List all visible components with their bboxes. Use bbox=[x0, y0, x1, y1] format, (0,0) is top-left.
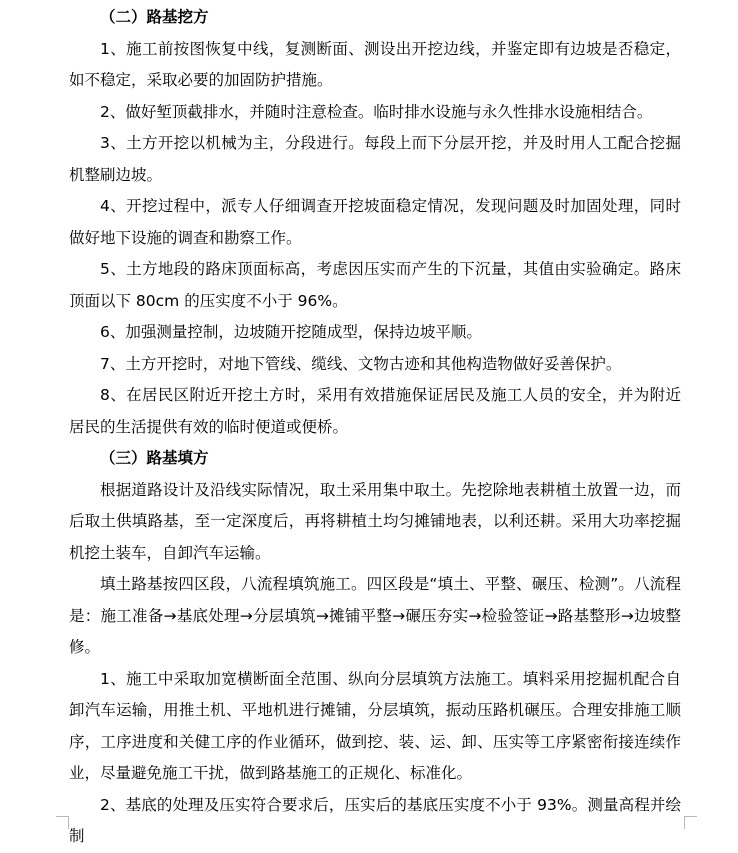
section-heading-excavation: （二）路基挖方 bbox=[100, 8, 209, 26]
paragraph: 6、加强测量控制，边坡随开挖随成型，保持边坡平顺。 bbox=[100, 323, 482, 341]
paragraph: 1、施工中采取加宽横断面全范围、纵向分层填筑方法施工。填料采用挖掘机配合自卸汽车运输，用推土机、平地机进行摊铺，分层填筑，振动压路机碾压。合理安排施工顺序，工序进度和关健工序的作业循环，做到挖、装、运、卸、压实等工序紧密衔接连续作业，尽量避免施工干扰，做到路基施工的正规化、标准化。 bbox=[69, 669, 681, 782]
paragraph: 根据道路设计及沿线实际情况，取土采用集中取土。先挖除地表耕植土放置一边，而后取土供填路基，至一定深度后，再将耕植土均匀摊铺地表，以利还耕。采用大功率挖掘机挖土装车，自卸汽车运输。 bbox=[69, 480, 681, 562]
paragraph: 2、做好堑顶截排水，并随时注意检查。临时排水设施与永久性排水设施相结合。 bbox=[100, 102, 653, 121]
paragraph: 8、在居民区附近开挖土方时，采用有效措施保证居民及施工人员的安全，并为附近居民的生活提供有效的临时便道或便桥。 bbox=[69, 386, 681, 436]
paragraph: 5、土方地段的路床顶面标高，考虑因压实而产生的下沉量，其值由实验确定。路床顶面以下 80cm 的压实度不小于 96%。 bbox=[69, 260, 681, 310]
page-corner-mark-left bbox=[56, 816, 69, 829]
document-body bbox=[69, 2, 681, 853]
paragraph: 3、土方开挖以机械为主，分段进行。每段上而下分层开挖，并及时用人工配合挖掘机整刷边坡。 bbox=[69, 134, 681, 184]
section-heading-fill: （三）路基填方 bbox=[100, 449, 209, 467]
paragraph: 填土路基按四区段，八流程填筑施工。四区段是“填土、平整、碾压、检测”。八流程是：施工准备→基底处理→分层填筑→摊铺平整→碾压夯实→检验签证→路基整形→边坡整修。 bbox=[69, 575, 681, 656]
paragraph: 7、土方开挖时，对地下管线、缆线、文物古迹和其他构造物做好妥善保护。 bbox=[100, 354, 622, 373]
paragraph: 1、施工前按图恢复中线，复测断面、测设出开挖边线，并鉴定即有边坡是否稳定，如不稳定，采取必要的加固防护措施。 bbox=[69, 39, 681, 89]
paragraph: 2、基底的处理及压实符合要求后，压实后的基底压实度不小于 93%。测量高程并绘制 bbox=[69, 795, 681, 845]
paragraph: 4、开挖过程中，派专人仔细调查开挖坡面稳定情况，发现问题及时加固处理，同时做好地下设施的调查和勘察工作。 bbox=[69, 197, 681, 247]
page-corner-mark-right bbox=[684, 816, 697, 829]
